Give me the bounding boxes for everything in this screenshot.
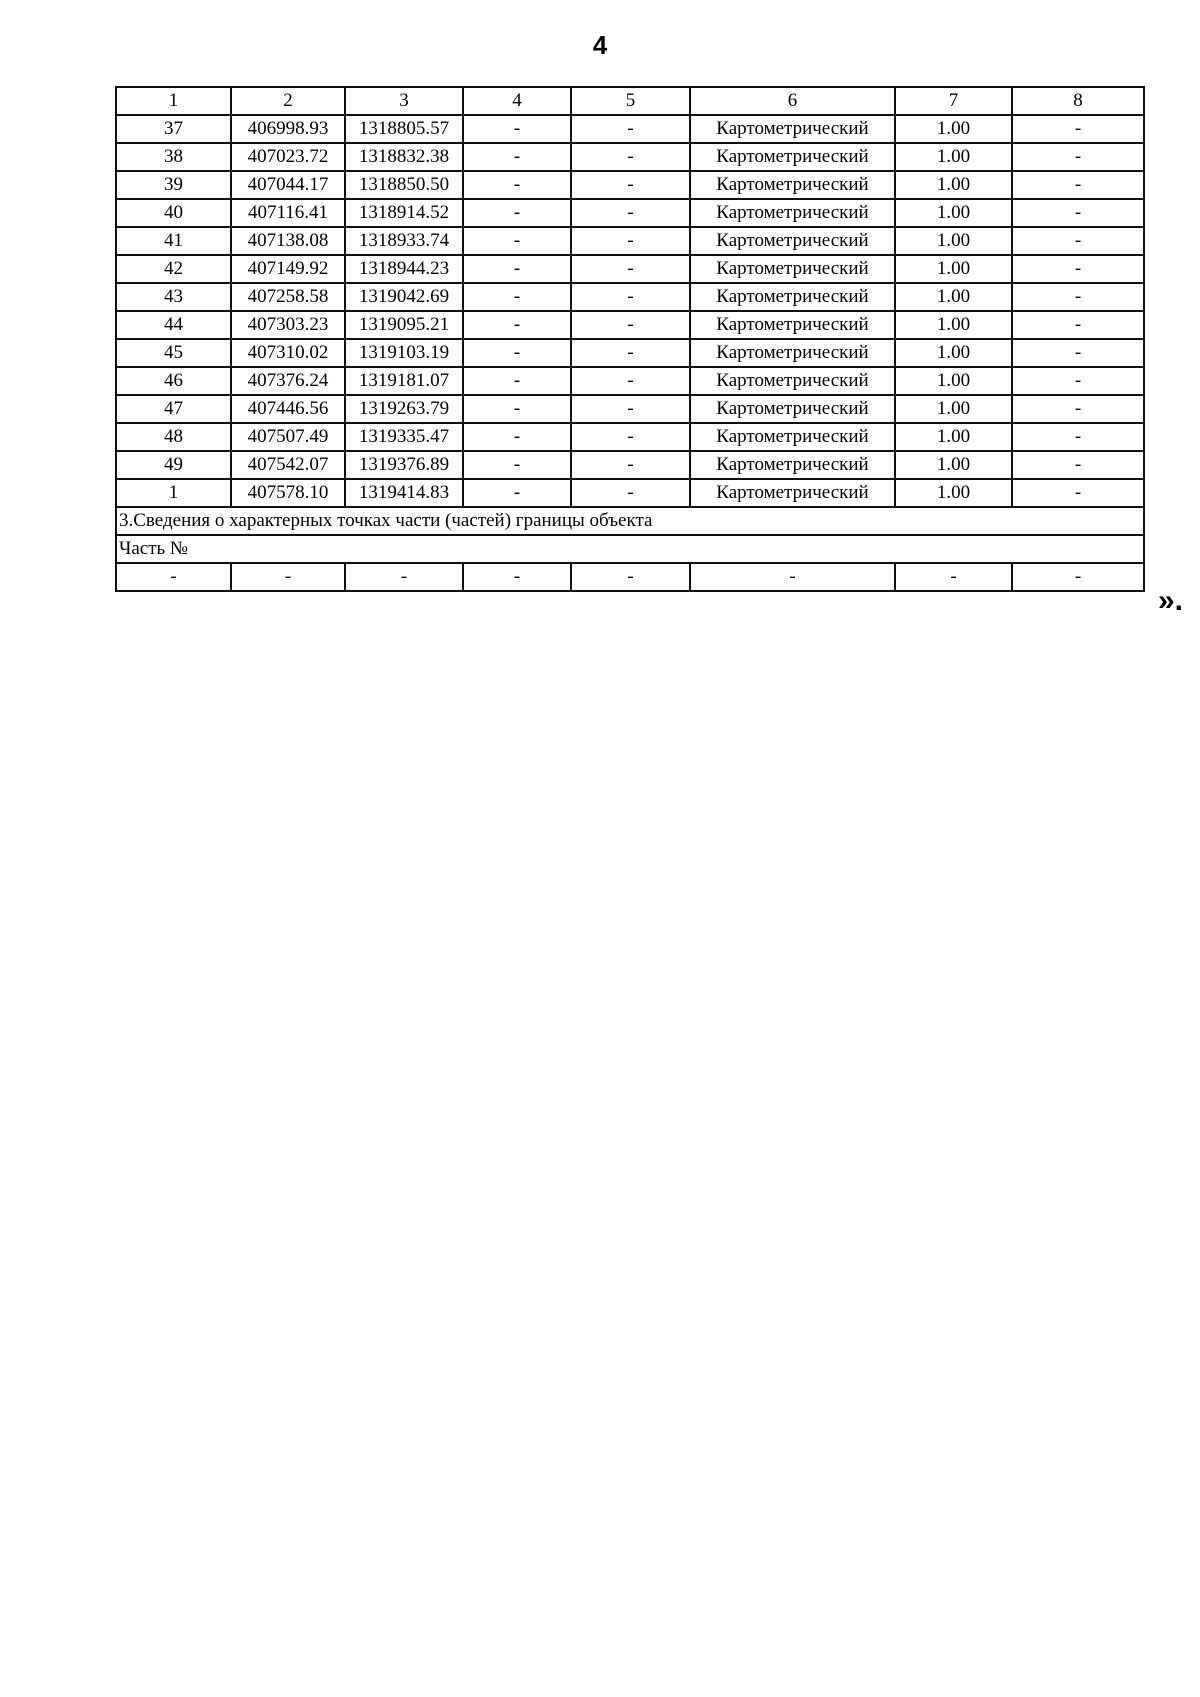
table-header-row — [116, 87, 1144, 115]
table-cell: Картометрический — [690, 199, 895, 227]
table-cell: - — [1012, 283, 1144, 311]
table-row — [116, 143, 1144, 171]
table-row — [116, 423, 1144, 451]
table-cell: - — [571, 143, 690, 171]
table-cell: 1.00 — [895, 143, 1012, 171]
table-cell: - — [571, 171, 690, 199]
table-cell: - — [571, 479, 690, 507]
table-cell: 1318944.23 — [345, 255, 463, 283]
column-header: 1 — [116, 87, 231, 115]
table-cell: 1319042.69 — [345, 283, 463, 311]
table-cell: - — [1012, 367, 1144, 395]
page-number: 4 — [592, 30, 608, 60]
table-cell: 1319335.47 — [345, 423, 463, 451]
table-cell: 1318850.50 — [345, 171, 463, 199]
table-cell: - — [1012, 171, 1144, 199]
column-header: 3 — [345, 87, 463, 115]
table-cell: 43 — [116, 283, 231, 311]
table-cell: 1.00 — [895, 423, 1012, 451]
table-row — [116, 311, 1144, 339]
table-cell: 1.00 — [895, 451, 1012, 479]
table-cell: - — [571, 395, 690, 423]
section-title: 3.Сведения о характерных точках части (частей) границы объекта — [116, 507, 1144, 535]
table-cell: 1.00 — [895, 255, 1012, 283]
table-cell: - — [463, 479, 571, 507]
table-cell: 1 — [116, 479, 231, 507]
table-cell: - — [463, 283, 571, 311]
table-cell: - — [1012, 199, 1144, 227]
table-cell: - — [345, 563, 463, 591]
table-cell: 1.00 — [895, 367, 1012, 395]
column-header: 4 — [463, 87, 571, 115]
table-cell: - — [571, 563, 690, 591]
table-cell: 407044.17 — [231, 171, 345, 199]
table-cell: - — [1012, 563, 1144, 591]
table-cell: - — [1012, 227, 1144, 255]
table-cell: - — [571, 199, 690, 227]
closing-quote-mark: ». — [1158, 584, 1184, 617]
table-cell: 49 — [116, 451, 231, 479]
table-cell: - — [1012, 395, 1144, 423]
table-row — [116, 255, 1144, 283]
table-cell: - — [231, 563, 345, 591]
table-cell: - — [463, 143, 571, 171]
table-row — [116, 227, 1144, 255]
table-row — [116, 479, 1144, 507]
table-cell: 37 — [116, 115, 231, 143]
table-cell: Картометрический — [690, 479, 895, 507]
table-cell: - — [463, 171, 571, 199]
table-cell: - — [571, 311, 690, 339]
table-cell: 1319181.07 — [345, 367, 463, 395]
empty-table-row — [116, 563, 1144, 591]
table-cell: - — [1012, 255, 1144, 283]
table-row — [116, 283, 1144, 311]
table-cell: 1318933.74 — [345, 227, 463, 255]
table-cell: 407542.07 — [231, 451, 345, 479]
table-cell: 1.00 — [895, 283, 1012, 311]
table-cell: 48 — [116, 423, 231, 451]
table-cell: 1.00 — [895, 171, 1012, 199]
part-label: Часть № — [116, 535, 1144, 563]
table-cell: Картометрический — [690, 311, 895, 339]
table-cell: Картометрический — [690, 227, 895, 255]
column-header: 6 — [690, 87, 895, 115]
table-cell: Картометрический — [690, 395, 895, 423]
column-header: 5 — [571, 87, 690, 115]
table-cell: 47 — [116, 395, 231, 423]
table-row — [116, 367, 1144, 395]
table-cell: Картометрический — [690, 255, 895, 283]
table-cell: 1319103.19 — [345, 339, 463, 367]
table-cell: - — [463, 563, 571, 591]
table-cell: 1318914.52 — [345, 199, 463, 227]
table-cell: 1319376.89 — [345, 451, 463, 479]
table-cell: 38 — [116, 143, 231, 171]
table-cell: - — [571, 227, 690, 255]
table-cell: - — [116, 563, 231, 591]
table-cell: - — [571, 423, 690, 451]
table-cell: - — [463, 255, 571, 283]
table-cell: 407578.10 — [231, 479, 345, 507]
table-cell: - — [463, 423, 571, 451]
table-cell: Картометрический — [690, 367, 895, 395]
table-cell: Картометрический — [690, 339, 895, 367]
table-cell: 407507.49 — [231, 423, 345, 451]
table-cell: 40 — [116, 199, 231, 227]
table-cell: 41 — [116, 227, 231, 255]
table-cell: - — [1012, 423, 1144, 451]
column-header: 7 — [895, 87, 1012, 115]
table-cell: - — [571, 451, 690, 479]
table-cell: 1.00 — [895, 479, 1012, 507]
table-cell: Картометрический — [690, 115, 895, 143]
table-cell: 42 — [116, 255, 231, 283]
table-cell: 1.00 — [895, 339, 1012, 367]
table-cell: 1319414.83 — [345, 479, 463, 507]
table-cell: - — [463, 451, 571, 479]
table-row — [116, 199, 1144, 227]
table-cell: 1318832.38 — [345, 143, 463, 171]
table-cell: 407116.41 — [231, 199, 345, 227]
table-cell: - — [463, 227, 571, 255]
table-cell: - — [463, 367, 571, 395]
table-cell: - — [1012, 339, 1144, 367]
table-cell: - — [895, 563, 1012, 591]
table-cell: - — [1012, 143, 1144, 171]
table-cell: 44 — [116, 311, 231, 339]
table-cell: 1.00 — [895, 311, 1012, 339]
table-cell: Картометрический — [690, 451, 895, 479]
table-cell: - — [463, 395, 571, 423]
table-cell: Картометрический — [690, 143, 895, 171]
table-cell: - — [571, 367, 690, 395]
table-cell: 1318805.57 — [345, 115, 463, 143]
table-cell: - — [571, 115, 690, 143]
table-cell: - — [1012, 311, 1144, 339]
table-cell: - — [690, 563, 895, 591]
column-header: 8 — [1012, 87, 1144, 115]
coordinates-table — [115, 86, 1145, 592]
table-cell: 1319095.21 — [345, 311, 463, 339]
table-row — [116, 115, 1144, 143]
table-cell: 1.00 — [895, 115, 1012, 143]
table-row — [116, 171, 1144, 199]
table-cell: - — [571, 283, 690, 311]
table-cell: 407258.58 — [231, 283, 345, 311]
table-cell: 1319263.79 — [345, 395, 463, 423]
table-cell: - — [463, 339, 571, 367]
table-cell: 407138.08 — [231, 227, 345, 255]
table-cell: 407376.24 — [231, 367, 345, 395]
table-cell: - — [463, 115, 571, 143]
table-cell: - — [1012, 115, 1144, 143]
table-cell: 46 — [116, 367, 231, 395]
table-cell: 1.00 — [895, 227, 1012, 255]
table-cell: - — [1012, 479, 1144, 507]
table-cell: 39 — [116, 171, 231, 199]
table-cell: - — [463, 311, 571, 339]
section-title-row — [116, 507, 1144, 535]
table-cell: Картометрический — [690, 171, 895, 199]
table-cell: 406998.93 — [231, 115, 345, 143]
table-cell: Картометрический — [690, 283, 895, 311]
column-header: 2 — [231, 87, 345, 115]
table-cell: 45 — [116, 339, 231, 367]
table-cell: - — [463, 199, 571, 227]
table-cell: 407303.23 — [231, 311, 345, 339]
table-row — [116, 451, 1144, 479]
table-cell: 407310.02 — [231, 339, 345, 367]
table-cell: 1.00 — [895, 395, 1012, 423]
part-label-row — [116, 535, 1144, 563]
table-cell: 407023.72 — [231, 143, 345, 171]
table-row — [116, 395, 1144, 423]
table-cell: 407446.56 — [231, 395, 345, 423]
table-cell: - — [571, 339, 690, 367]
table-cell: - — [1012, 451, 1144, 479]
table-cell: 1.00 — [895, 199, 1012, 227]
table-row — [116, 339, 1144, 367]
table-cell: Картометрический — [690, 423, 895, 451]
table-cell: 407149.92 — [231, 255, 345, 283]
table-cell: - — [571, 255, 690, 283]
